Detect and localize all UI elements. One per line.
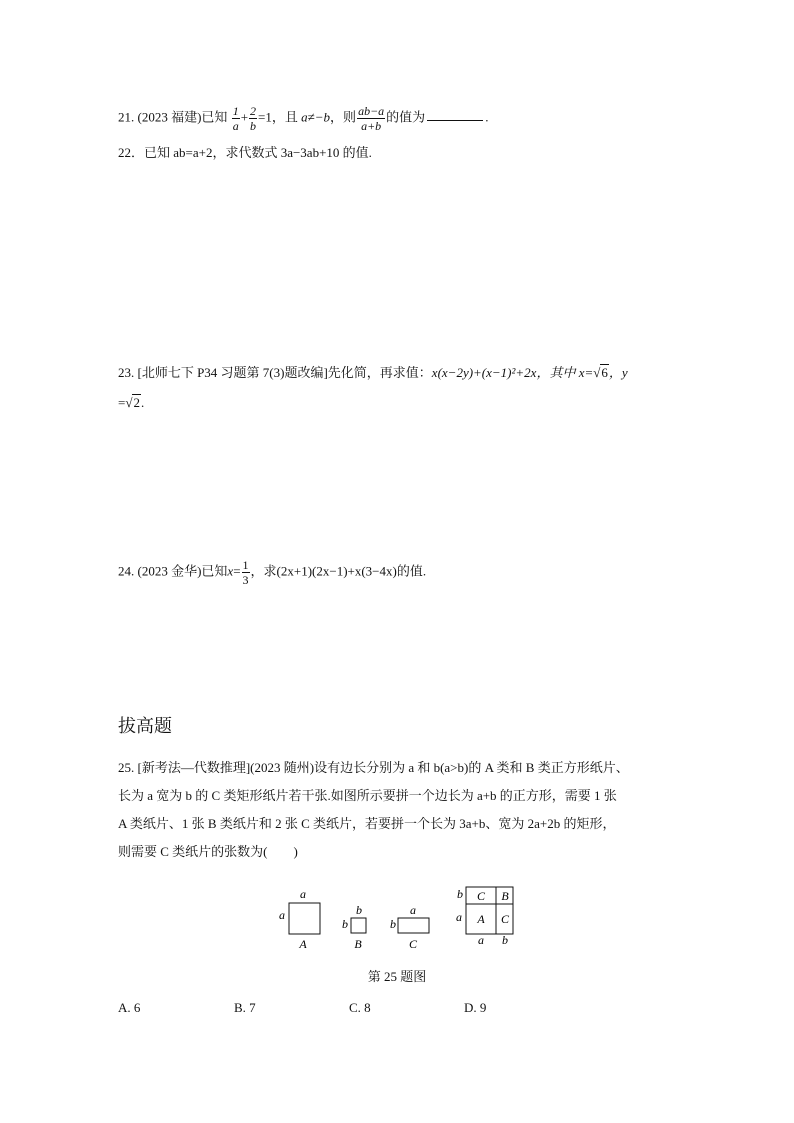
q25-line-1: 25. [新考法—代数推理](2023 随州)设有边长分别为 a 和 b(a>b)的 A 类和 B 类正方形纸片、 <box>118 760 629 775</box>
question-25 <box>118 754 678 866</box>
grid-a-left: a <box>456 910 462 924</box>
q21-number: 21. <box>118 109 135 125</box>
q21-text-1: 已知 <box>201 109 228 125</box>
A-name: A <box>299 937 307 951</box>
q23-sqrt-6: 6 <box>601 365 608 380</box>
A-top-label: a <box>300 887 306 901</box>
question-24 <box>118 558 426 587</box>
grid-b-left: b <box>457 887 463 901</box>
q24-equals: = <box>233 563 241 579</box>
B-square <box>351 918 366 933</box>
q25-line-3: A 类纸片、1 张 B 类纸片和 2 张 C 类纸片，若要拼一个长为 3a+b、宽为 2a+2b 的矩形， <box>118 816 616 831</box>
C-top-label: a <box>410 903 416 917</box>
q23-text-1: 23. [北师七下 P34 习题第 7(3)题改编]先化简，再求值： <box>118 365 432 380</box>
grid-cell-C1: C <box>476 889 486 903</box>
q21-fraction-2: $\frac{2}{b}$ <box>250 104 257 133</box>
grid-cell-B: B <box>501 889 509 903</box>
A-left-label: a <box>279 908 285 922</box>
B-top-label: b <box>356 903 362 917</box>
section-title: 拔高题 <box>118 716 172 737</box>
C-rectangle <box>398 918 429 933</box>
q25-figure <box>0 882 794 962</box>
question-23-line-2: =√2. <box>118 395 145 410</box>
q23-sqrt-2: 2 <box>133 395 140 410</box>
A-square <box>289 903 320 934</box>
option-b[interactable]: B. 7 <box>234 1000 256 1015</box>
q21-text-4: 的值为 <box>386 109 426 125</box>
question-21 <box>118 104 488 133</box>
q23-expression: x(x−2y)+(x−1)²+2x，其中 x= <box>431 365 594 380</box>
q23-equals: = <box>118 395 126 410</box>
q21-end: . <box>485 109 489 125</box>
q24-text-1: 24. (2023 金华)已知 <box>118 563 228 579</box>
question-23: 23. [北师七下 P34 习题第 7(3)题改编]先化简，再求值：x(x−2y)+(x−1)²+2x，其中 x=√6，y <box>118 365 628 380</box>
grid-a-bottom: a <box>478 933 484 947</box>
option-c[interactable]: C. 8 <box>349 1000 371 1015</box>
q23-text-2: ，y <box>608 365 628 380</box>
option-d[interactable]: D. 9 <box>464 1000 487 1015</box>
q24-var: x <box>227 563 234 579</box>
q22-text: 22．已知 ab=a+2，求代数式 3a−3ab+10 的值. <box>118 145 372 160</box>
q21-fraction-1: $\frac{1}{a}$ <box>232 104 239 133</box>
q21-source: (2023 福建) <box>137 109 202 125</box>
grid-cell-C2: C <box>500 912 510 926</box>
C-name: C <box>408 937 418 951</box>
q25-line-4: 则需要 C 类纸片的张数为( ) <box>118 844 298 859</box>
q21-fraction-3: $\frac{ab-a}{a+b}$ <box>358 104 385 133</box>
q21-plus: + <box>240 109 249 125</box>
figure-caption: 第 25 题图 <box>367 969 427 984</box>
question-22 <box>118 146 372 159</box>
q25-line-2: 长为 a 宽为 b 的 C 类矩形纸片若干张.如图所示要拼一个边长为 a+b 的正方形，需要 1 张 <box>118 788 617 803</box>
q24-fraction: $\frac{1}{3}$ <box>242 558 249 587</box>
answer-blank[interactable] <box>427 108 483 121</box>
B-name: B <box>354 937 362 951</box>
q24-text-2: ，求(2x+1)(2x−1)+x(3−4x)的值. <box>250 563 427 579</box>
grid-b-bottom: b <box>502 933 508 947</box>
option-a[interactable]: A. 6 <box>118 1000 141 1015</box>
C-left-label: b <box>390 917 396 931</box>
q21-text-2: =1，且 <box>258 109 298 125</box>
q21-text-3: ，则 <box>330 109 357 125</box>
B-left-label: b <box>342 917 348 931</box>
q21-condition: a≠−b <box>301 109 331 125</box>
grid-cell-A: A <box>477 912 485 926</box>
q23-end: . <box>140 395 145 410</box>
